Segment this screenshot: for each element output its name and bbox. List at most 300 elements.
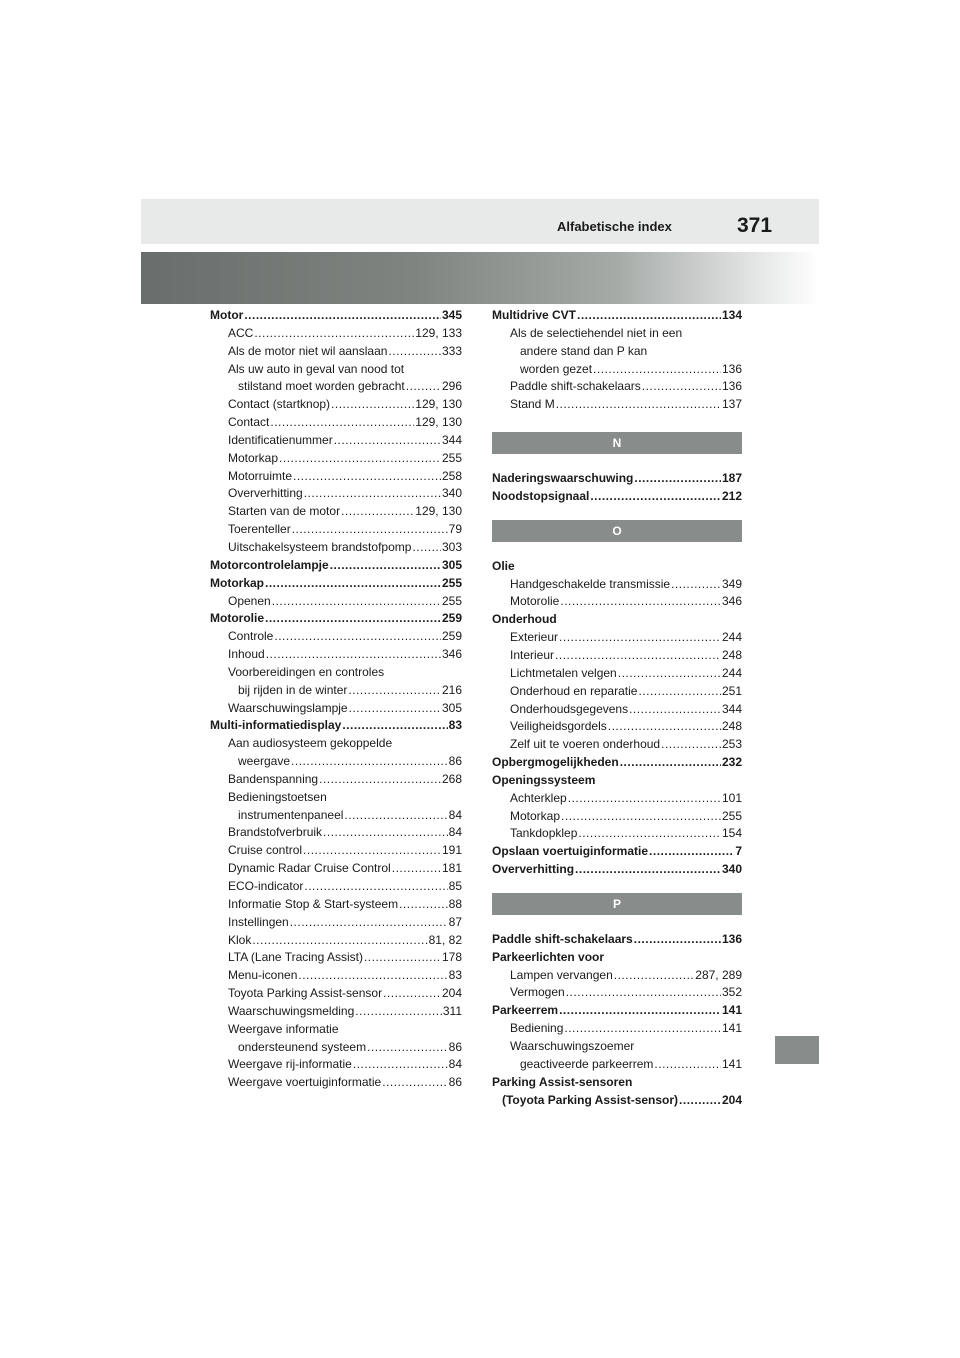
- index-entry-label: Identificatienummer: [228, 432, 333, 447]
- index-entry-label: ACC: [228, 325, 254, 340]
- leader-dots: [568, 790, 721, 808]
- leader-dots: [341, 503, 414, 521]
- index-entry: [492, 736, 742, 754]
- leader-dots: [303, 842, 441, 860]
- index-entry-page[interactable]: 244: [721, 630, 742, 645]
- index-entry-page[interactable]: 81, 82: [428, 932, 462, 947]
- index-entry: [210, 682, 462, 700]
- index-entry-page[interactable]: 83: [448, 718, 462, 733]
- index-entry-page[interactable]: 129, 133: [415, 325, 462, 340]
- index-entry-label: Lichtmetalen velgen: [510, 665, 617, 680]
- index-entry: [492, 825, 742, 843]
- index-entry: [492, 558, 742, 576]
- index-entry-label: Als de selectiehendel niet in een: [510, 325, 683, 340]
- index-entry: [492, 808, 742, 826]
- leader-dots: [344, 807, 447, 825]
- index-entry-label: Weergave voertuiginformatie: [228, 1075, 382, 1090]
- index-entry-page[interactable]: 187: [721, 471, 742, 486]
- leader-dots: [330, 557, 441, 575]
- index-entry-label: Klok: [228, 932, 252, 947]
- index-entry-label: Multi-informatiedisplay: [210, 718, 342, 733]
- index-entry: [210, 664, 462, 682]
- index-entry: [492, 576, 742, 594]
- index-entry-label: Waarschuwingsmelding: [228, 1003, 355, 1018]
- index-entry-page[interactable]: 344: [721, 701, 742, 716]
- index-entry-page[interactable]: 141: [721, 1056, 742, 1071]
- index-entry-label: Veiligheidsgordels: [510, 719, 607, 734]
- index-entry: [210, 896, 462, 914]
- index-entry-label: instrumentenpaneel: [238, 807, 344, 822]
- section-letter-n: N: [492, 432, 742, 454]
- index-entry-label: Motorcontrolelampje: [210, 557, 329, 572]
- index-entry: [210, 325, 462, 343]
- index-entry: [210, 361, 462, 379]
- index-entry-label: Motorkap: [510, 808, 561, 823]
- page-number: 371: [737, 214, 773, 237]
- index-entry-page[interactable]: 259: [441, 611, 462, 626]
- leader-dots: [559, 1002, 721, 1020]
- index-entry: [210, 1039, 462, 1057]
- index-entry-label: Menu-iconen: [228, 968, 298, 983]
- index-entry-label: Exterieur: [510, 630, 559, 645]
- index-entry-label: Motorkap: [228, 450, 279, 465]
- leader-dots: [331, 396, 414, 414]
- leader-dots: [392, 860, 441, 878]
- leader-dots: [590, 488, 721, 506]
- index-entry: [210, 949, 462, 967]
- index-entry-label: Cruise control: [228, 843, 303, 858]
- leader-dots: [353, 1056, 448, 1074]
- leader-dots: [406, 378, 441, 396]
- index-entry-page[interactable]: 129, 130: [415, 504, 462, 519]
- index-entry-page[interactable]: 244: [721, 665, 742, 680]
- index-entry-page[interactable]: 255: [441, 575, 462, 590]
- index-entry-page[interactable]: 136: [721, 379, 742, 394]
- index-entry-label: ECO-indicator: [228, 879, 304, 893]
- leader-dots: [304, 485, 441, 503]
- index-entry: [492, 343, 742, 361]
- leader-dots: [614, 967, 695, 985]
- leader-dots: [560, 593, 721, 611]
- index-entry-page[interactable]: 287, 289: [695, 967, 742, 982]
- index-entry: [210, 1056, 462, 1074]
- index-entry-page[interactable]: 248: [721, 719, 742, 734]
- index-entry-label: Brandstofverbruik: [228, 825, 323, 840]
- index-entry-label: Openingssysteem: [492, 772, 596, 787]
- index-entry-label: Controle: [228, 629, 274, 644]
- leader-dots: [566, 984, 721, 1002]
- index-entry-label: Als de motor niet wil aanslaan: [228, 343, 388, 358]
- index-entry: [492, 754, 742, 772]
- leader-dots: [618, 665, 721, 683]
- index-entry-page[interactable]: 134: [721, 308, 742, 322]
- index-entry: [492, 843, 742, 861]
- leader-dots: [334, 432, 441, 450]
- index-entry: [492, 396, 742, 414]
- leader-dots: [291, 753, 448, 771]
- index-entry-page[interactable]: 248: [721, 647, 742, 662]
- index-entry: [210, 985, 462, 1003]
- leader-dots: [577, 307, 721, 325]
- index-entry-label: Inhoud: [228, 647, 265, 662]
- leader-dots: [412, 539, 441, 557]
- index-entry-label: Achterklep: [510, 790, 567, 805]
- index-entry: [492, 325, 742, 343]
- leader-dots: [270, 414, 414, 432]
- index-entry: [492, 470, 742, 488]
- leader-dots: [564, 1020, 721, 1038]
- index-entry-label: Contact: [228, 415, 270, 430]
- leader-dots: [399, 896, 448, 914]
- index-entry: [210, 1003, 462, 1021]
- index-entry-page[interactable]: 253: [721, 737, 742, 752]
- leader-dots: [608, 718, 721, 736]
- index-entry-label: Motorolie: [510, 594, 560, 609]
- leader-dots: [642, 378, 721, 396]
- index-entry-page[interactable]: 181: [441, 861, 462, 876]
- index-entry-label: Parking Assist-sensoren: [492, 1074, 633, 1089]
- index-entry: [210, 432, 462, 450]
- index-entry-label: Bedieningstoetsen: [228, 789, 327, 804]
- section-letter-p: P: [492, 893, 742, 915]
- index-entry-page[interactable]: 84: [448, 825, 462, 840]
- index-entry-label: Dynamic Radar Cruise Control: [228, 861, 391, 876]
- index-entry: [492, 488, 742, 506]
- index-entry: [210, 468, 462, 486]
- index-entry-label: Bediening: [510, 1021, 564, 1036]
- index-entry-label: Vermogen: [510, 985, 565, 1000]
- leader-dots: [364, 949, 441, 967]
- index-entry: [492, 647, 742, 665]
- index-entry: [492, 665, 742, 683]
- index-entry: [492, 772, 742, 790]
- index-entry-label: Olie: [492, 558, 515, 573]
- index-entry: [492, 967, 742, 985]
- index-entry-label: andere stand dan P kan: [520, 343, 648, 358]
- index-entry-page[interactable]: 141: [721, 1003, 742, 1018]
- index-entry-label: geactiveerde parkeerrem: [520, 1056, 654, 1071]
- leader-dots: [578, 825, 721, 843]
- index-entry: [492, 611, 742, 629]
- chapter-side-tab: [775, 1036, 819, 1064]
- leader-dots: [555, 647, 721, 665]
- index-entry-label: Lampen vervangen: [510, 967, 613, 982]
- leader-dots: [556, 396, 721, 414]
- index-entry-label: Motor: [210, 308, 244, 322]
- index-entry-label: (Toyota Parking Assist-sensor): [502, 1092, 679, 1107]
- index-entry-label: Bandenspanning: [228, 771, 319, 786]
- index-entry: [210, 557, 462, 575]
- index-entry: [492, 1038, 742, 1056]
- index-entry-label: Toyota Parking Assist-sensor: [228, 986, 383, 1001]
- index-entry-page[interactable]: 268: [441, 771, 462, 786]
- leader-dots: [244, 307, 441, 325]
- index-entry: [492, 593, 742, 611]
- leader-dots: [638, 683, 721, 701]
- leader-dots: [575, 861, 721, 879]
- index-entry: [210, 343, 462, 361]
- leader-dots: [593, 361, 721, 379]
- index-entry: [210, 503, 462, 521]
- leader-dots: [254, 325, 414, 343]
- index-entry-label: Paddle shift-schakelaars: [510, 379, 641, 394]
- index-entry: [210, 700, 462, 718]
- index-entry: [492, 984, 742, 1002]
- index-entry-page[interactable]: 84: [448, 1057, 462, 1072]
- index-entry: [210, 307, 462, 325]
- leader-dots: [679, 1092, 721, 1110]
- leader-dots: [304, 878, 447, 896]
- leader-dots: [367, 1039, 448, 1057]
- index-entry: [210, 807, 462, 825]
- leader-dots: [349, 700, 441, 718]
- leader-dots: [274, 628, 441, 646]
- index-entry: [210, 914, 462, 932]
- index-entry: [210, 1074, 462, 1092]
- index-entry: [210, 1021, 462, 1039]
- leader-dots: [265, 610, 441, 628]
- index-entry-label: Stand M: [510, 397, 555, 412]
- index-entry: [210, 646, 462, 664]
- section-letter-o: O: [492, 520, 742, 542]
- header-band: [141, 199, 819, 244]
- index-entry-page[interactable]: 212: [721, 488, 742, 503]
- index-entry-page[interactable]: 79: [448, 522, 462, 537]
- index-entry-label: Tankdopklep: [510, 826, 578, 841]
- index-entry-page[interactable]: 349: [721, 576, 742, 591]
- index-entry-page[interactable]: 129, 130: [415, 397, 462, 412]
- index-entry-page[interactable]: 137: [721, 397, 742, 412]
- index-entry-page[interactable]: 251: [721, 683, 742, 698]
- index-entry-label: Weergave informatie: [228, 1021, 339, 1036]
- index-entry: [492, 1020, 742, 1038]
- index-entry-page[interactable]: 340: [721, 862, 742, 877]
- index-entry-label: Motorruimte: [228, 468, 293, 483]
- leader-dots: [634, 470, 721, 488]
- index-entry: [210, 378, 462, 396]
- leader-dots: [382, 1074, 447, 1092]
- index-entry-label: Handgeschakelde transmissie: [510, 576, 671, 591]
- index-entry-page[interactable]: 191: [441, 843, 462, 858]
- leader-dots: [634, 931, 721, 949]
- index-entry-label: Starten van de motor: [228, 504, 341, 519]
- index-entry-page[interactable]: 178: [441, 950, 462, 965]
- leader-dots: [293, 468, 441, 486]
- index-entry: [492, 1074, 742, 1092]
- index-entry-page[interactable]: 346: [441, 647, 462, 662]
- index-entry: [492, 1092, 742, 1110]
- index-entry-page[interactable]: 154: [721, 826, 742, 841]
- index-entry-page[interactable]: 344: [441, 432, 462, 447]
- index-entry: [210, 717, 462, 735]
- index-entry: [210, 396, 462, 414]
- index-entry: [210, 932, 462, 950]
- index-entry-label: Naderingswaarschuwing: [492, 471, 634, 486]
- index-entry-page[interactable]: 136: [721, 361, 742, 376]
- index-entry: [492, 790, 742, 808]
- index-entry-page[interactable]: 305: [441, 700, 462, 715]
- leader-dots: [561, 808, 721, 826]
- index-entry-page[interactable]: 216: [441, 682, 462, 697]
- leader-dots: [620, 754, 721, 772]
- index-entry-page[interactable]: 141: [721, 1021, 742, 1036]
- index-entry: [210, 967, 462, 985]
- leader-dots: [671, 576, 721, 594]
- index-entry: [210, 824, 462, 842]
- index-entry-page[interactable]: 88: [448, 896, 462, 911]
- index-entry-label: Parkeerlichten voor: [492, 949, 605, 964]
- index-entry-page[interactable]: 255: [721, 808, 742, 823]
- index-entry-label: weergave: [238, 754, 291, 769]
- index-entry-page[interactable]: 136: [721, 931, 742, 946]
- leader-dots: [252, 932, 427, 950]
- index-entry: [210, 521, 462, 539]
- index-entry-label: stilstand moet worden gebracht: [238, 379, 405, 394]
- index-entry-label: Informatie Stop & Start-systeem: [228, 896, 399, 911]
- index-entry-label: Opbergmogelijkheden: [492, 755, 619, 770]
- index-entry-label: Motorolie: [210, 611, 264, 626]
- index-entry: [210, 539, 462, 557]
- index-entry-label: worden gezet: [520, 361, 593, 376]
- index-entry: [210, 610, 462, 628]
- leader-dots: [272, 593, 441, 611]
- index-entry: [492, 1056, 742, 1074]
- index-entry: [492, 931, 742, 949]
- leader-dots: [383, 985, 441, 1003]
- index-entry-page[interactable]: 86: [448, 1039, 462, 1054]
- index-entry: [492, 361, 742, 379]
- index-entry: [210, 735, 462, 753]
- index-entry: [492, 307, 742, 325]
- index-entry-page[interactable]: 232: [721, 755, 742, 770]
- index-entry: [492, 683, 742, 701]
- index-entry: [210, 450, 462, 468]
- index-entry-label: Onderhoudsgegevens: [510, 701, 629, 716]
- index-entry-label: Motorkap: [210, 575, 264, 590]
- index-entry-label: Interieur: [510, 647, 555, 662]
- index-entry: [210, 575, 462, 593]
- leader-dots: [629, 701, 721, 719]
- index-entry: [210, 860, 462, 878]
- leader-dots: [388, 343, 441, 361]
- index-entry: [210, 842, 462, 860]
- index-entry-page[interactable]: 303: [441, 539, 462, 554]
- index-entry-label: Noodstopsignaal: [492, 488, 590, 503]
- leader-dots: [279, 450, 441, 468]
- index-entry-label: bij rijden in de winter: [238, 682, 348, 697]
- index-entry-label: LTA (Lane Tracing Assist): [228, 950, 363, 965]
- leader-dots: [265, 575, 441, 593]
- index-column-right: [492, 307, 742, 1109]
- index-entry-page[interactable]: 346: [721, 594, 742, 609]
- index-entry-page[interactable]: 83: [448, 968, 462, 983]
- index-entry: [210, 414, 462, 432]
- index-entry: [492, 718, 742, 736]
- leader-dots: [559, 629, 721, 647]
- index-entry-label: Contact (startknop): [228, 397, 331, 412]
- page-header-title: Alfabetische index: [557, 219, 672, 234]
- index-entry-label: Uitschakelsysteem brandstofpomp: [228, 539, 412, 554]
- index-entry-label: Onderhoud en reparatie: [510, 683, 638, 698]
- leader-dots: [323, 824, 448, 842]
- leader-dots: [348, 682, 441, 700]
- leader-dots: [342, 717, 447, 735]
- index-entry-page[interactable]: 296: [441, 379, 462, 394]
- index-entry-page[interactable]: 204: [721, 1092, 742, 1107]
- leader-dots: [298, 967, 447, 985]
- leader-dots: [290, 914, 448, 932]
- index-entry: [210, 789, 462, 807]
- leader-dots: [661, 736, 721, 754]
- index-entry: [210, 771, 462, 789]
- index-entry-page[interactable]: 258: [441, 468, 462, 483]
- index-entry-page[interactable]: 204: [441, 986, 462, 1001]
- index-entry-page[interactable]: 85: [448, 879, 462, 893]
- index-entry-page[interactable]: 305: [441, 557, 462, 572]
- index-entry-label: Paddle shift-schakelaars: [492, 931, 633, 946]
- index-entry-page[interactable]: 129, 130: [415, 415, 462, 430]
- index-entry: [210, 753, 462, 771]
- index-entry-page[interactable]: 311: [442, 1003, 462, 1018]
- index-entry-label: Onderhoud: [492, 612, 557, 627]
- index-entry-label: Multidrive CVT: [492, 308, 577, 322]
- index-entry-page[interactable]: 333: [441, 343, 462, 358]
- leader-dots: [649, 843, 734, 861]
- index-entry-page[interactable]: 340: [441, 486, 462, 501]
- index-entry-label: Oververhitting: [228, 486, 303, 501]
- index-entry-label: Waarschuwingszoemer: [510, 1039, 635, 1053]
- index-entry: [492, 1002, 742, 1020]
- index-entry-page[interactable]: 101: [721, 790, 742, 805]
- index-entry-page[interactable]: 7: [735, 844, 742, 859]
- index-entry: [492, 629, 742, 647]
- index-entry-label: Parkeerrem: [492, 1003, 559, 1018]
- index-entry-page[interactable]: 352: [721, 985, 742, 1000]
- index-entry-label: ondersteunend systeem: [238, 1039, 367, 1054]
- index-entry: [210, 593, 462, 611]
- index-entry-label: Zelf uit te voeren onderhoud: [510, 737, 661, 752]
- index-entry-page[interactable]: 255: [441, 450, 462, 465]
- index-entry-page[interactable]: 86: [448, 1075, 462, 1090]
- index-entry-page[interactable]: 84: [448, 807, 462, 822]
- leader-dots: [319, 771, 441, 789]
- index-column-left: [210, 307, 462, 1092]
- index-entry-label: Als uw auto in geval van nood tot: [228, 361, 405, 376]
- index-entry-label: Weergave rij-informatie: [228, 1057, 352, 1072]
- index-entry: [492, 861, 742, 879]
- index-entry-page[interactable]: 87: [448, 914, 462, 929]
- index-entry: [210, 628, 462, 646]
- index-entry-label: Oververhitting: [492, 862, 575, 877]
- index-entry-label: Toerenteller: [228, 522, 291, 537]
- decorative-gradient-bar: [141, 252, 819, 304]
- index-entry-page[interactable]: 255: [441, 593, 462, 608]
- index-entry-page[interactable]: 259: [441, 629, 462, 644]
- index-entry-label: Opslaan voertuiginformatie: [492, 844, 649, 859]
- index-entry-page[interactable]: 345: [441, 308, 462, 322]
- index-entry-label: Aan audiosysteem gekoppelde: [228, 736, 393, 751]
- index-entry: [492, 701, 742, 719]
- index-entry-page[interactable]: 86: [448, 754, 462, 769]
- index-entry: [492, 949, 742, 967]
- leader-dots: [654, 1056, 721, 1074]
- index-entry: [210, 485, 462, 503]
- leader-dots: [292, 521, 448, 539]
- leader-dots: [266, 646, 441, 664]
- index-entry-label: Instellingen: [228, 914, 289, 929]
- index-entry-label: Waarschuwingslampje: [228, 700, 348, 715]
- index-entry: [492, 378, 742, 396]
